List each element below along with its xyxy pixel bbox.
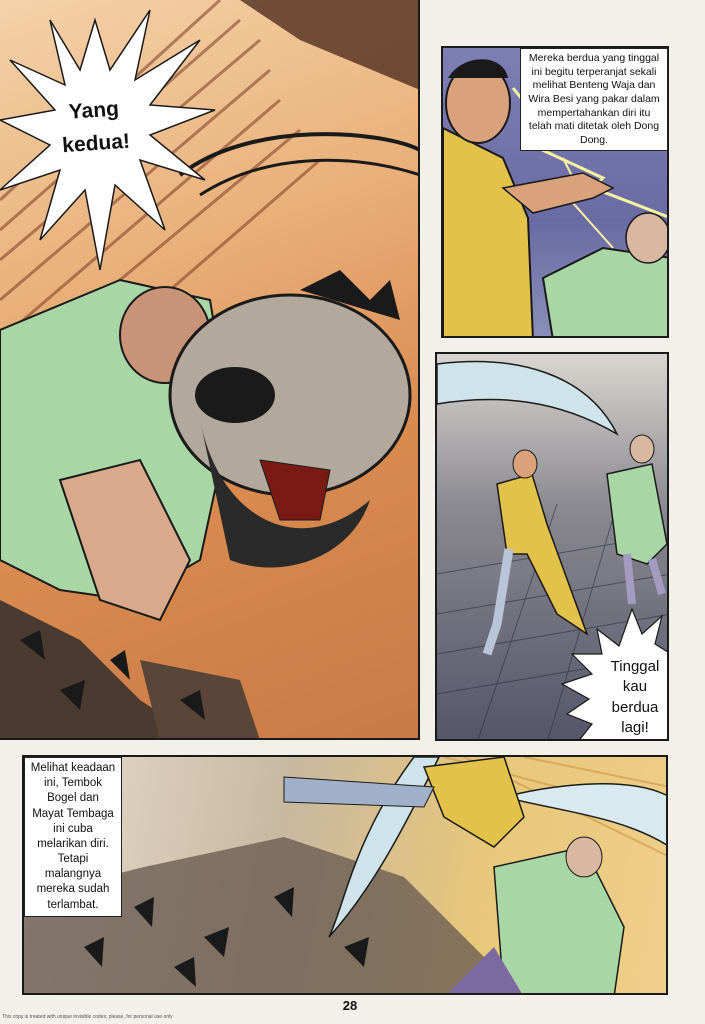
sfx-text-tinggal-kau [600,657,669,738]
sfx-text-yang-kedua [48,92,142,163]
panel-3-confront [435,352,669,741]
sfx-line: berdua [611,698,659,716]
sfx-line: kedua! [61,129,131,157]
panel-1-impact [0,0,420,740]
caption-panel-2: Mereka berdua yang tinggal ini begitu terperanjat sekali melihat Benteng Waja dan Wira Besi yang pakar dalam mempertahankan diri itu telah mati ditetak oleh Dong Dong. [520,48,668,151]
sfx-line: lagi! [621,718,649,736]
sfx-line: kau [622,678,648,696]
footer-note: This copy is treated with unique invisible codes; please, for personal use only [2,1014,173,1020]
sfx-line: Tinggal [610,658,660,675]
sfx-line: Yang [67,97,120,124]
caption-panel-4: Melihat keadaan ini, Tembok Bogel dan Mayat Tembaga ini cuba melarikan diri. Tetapi malangnya mereka sudah terlambat. [24,757,122,917]
page-number: 28 [342,998,358,1013]
